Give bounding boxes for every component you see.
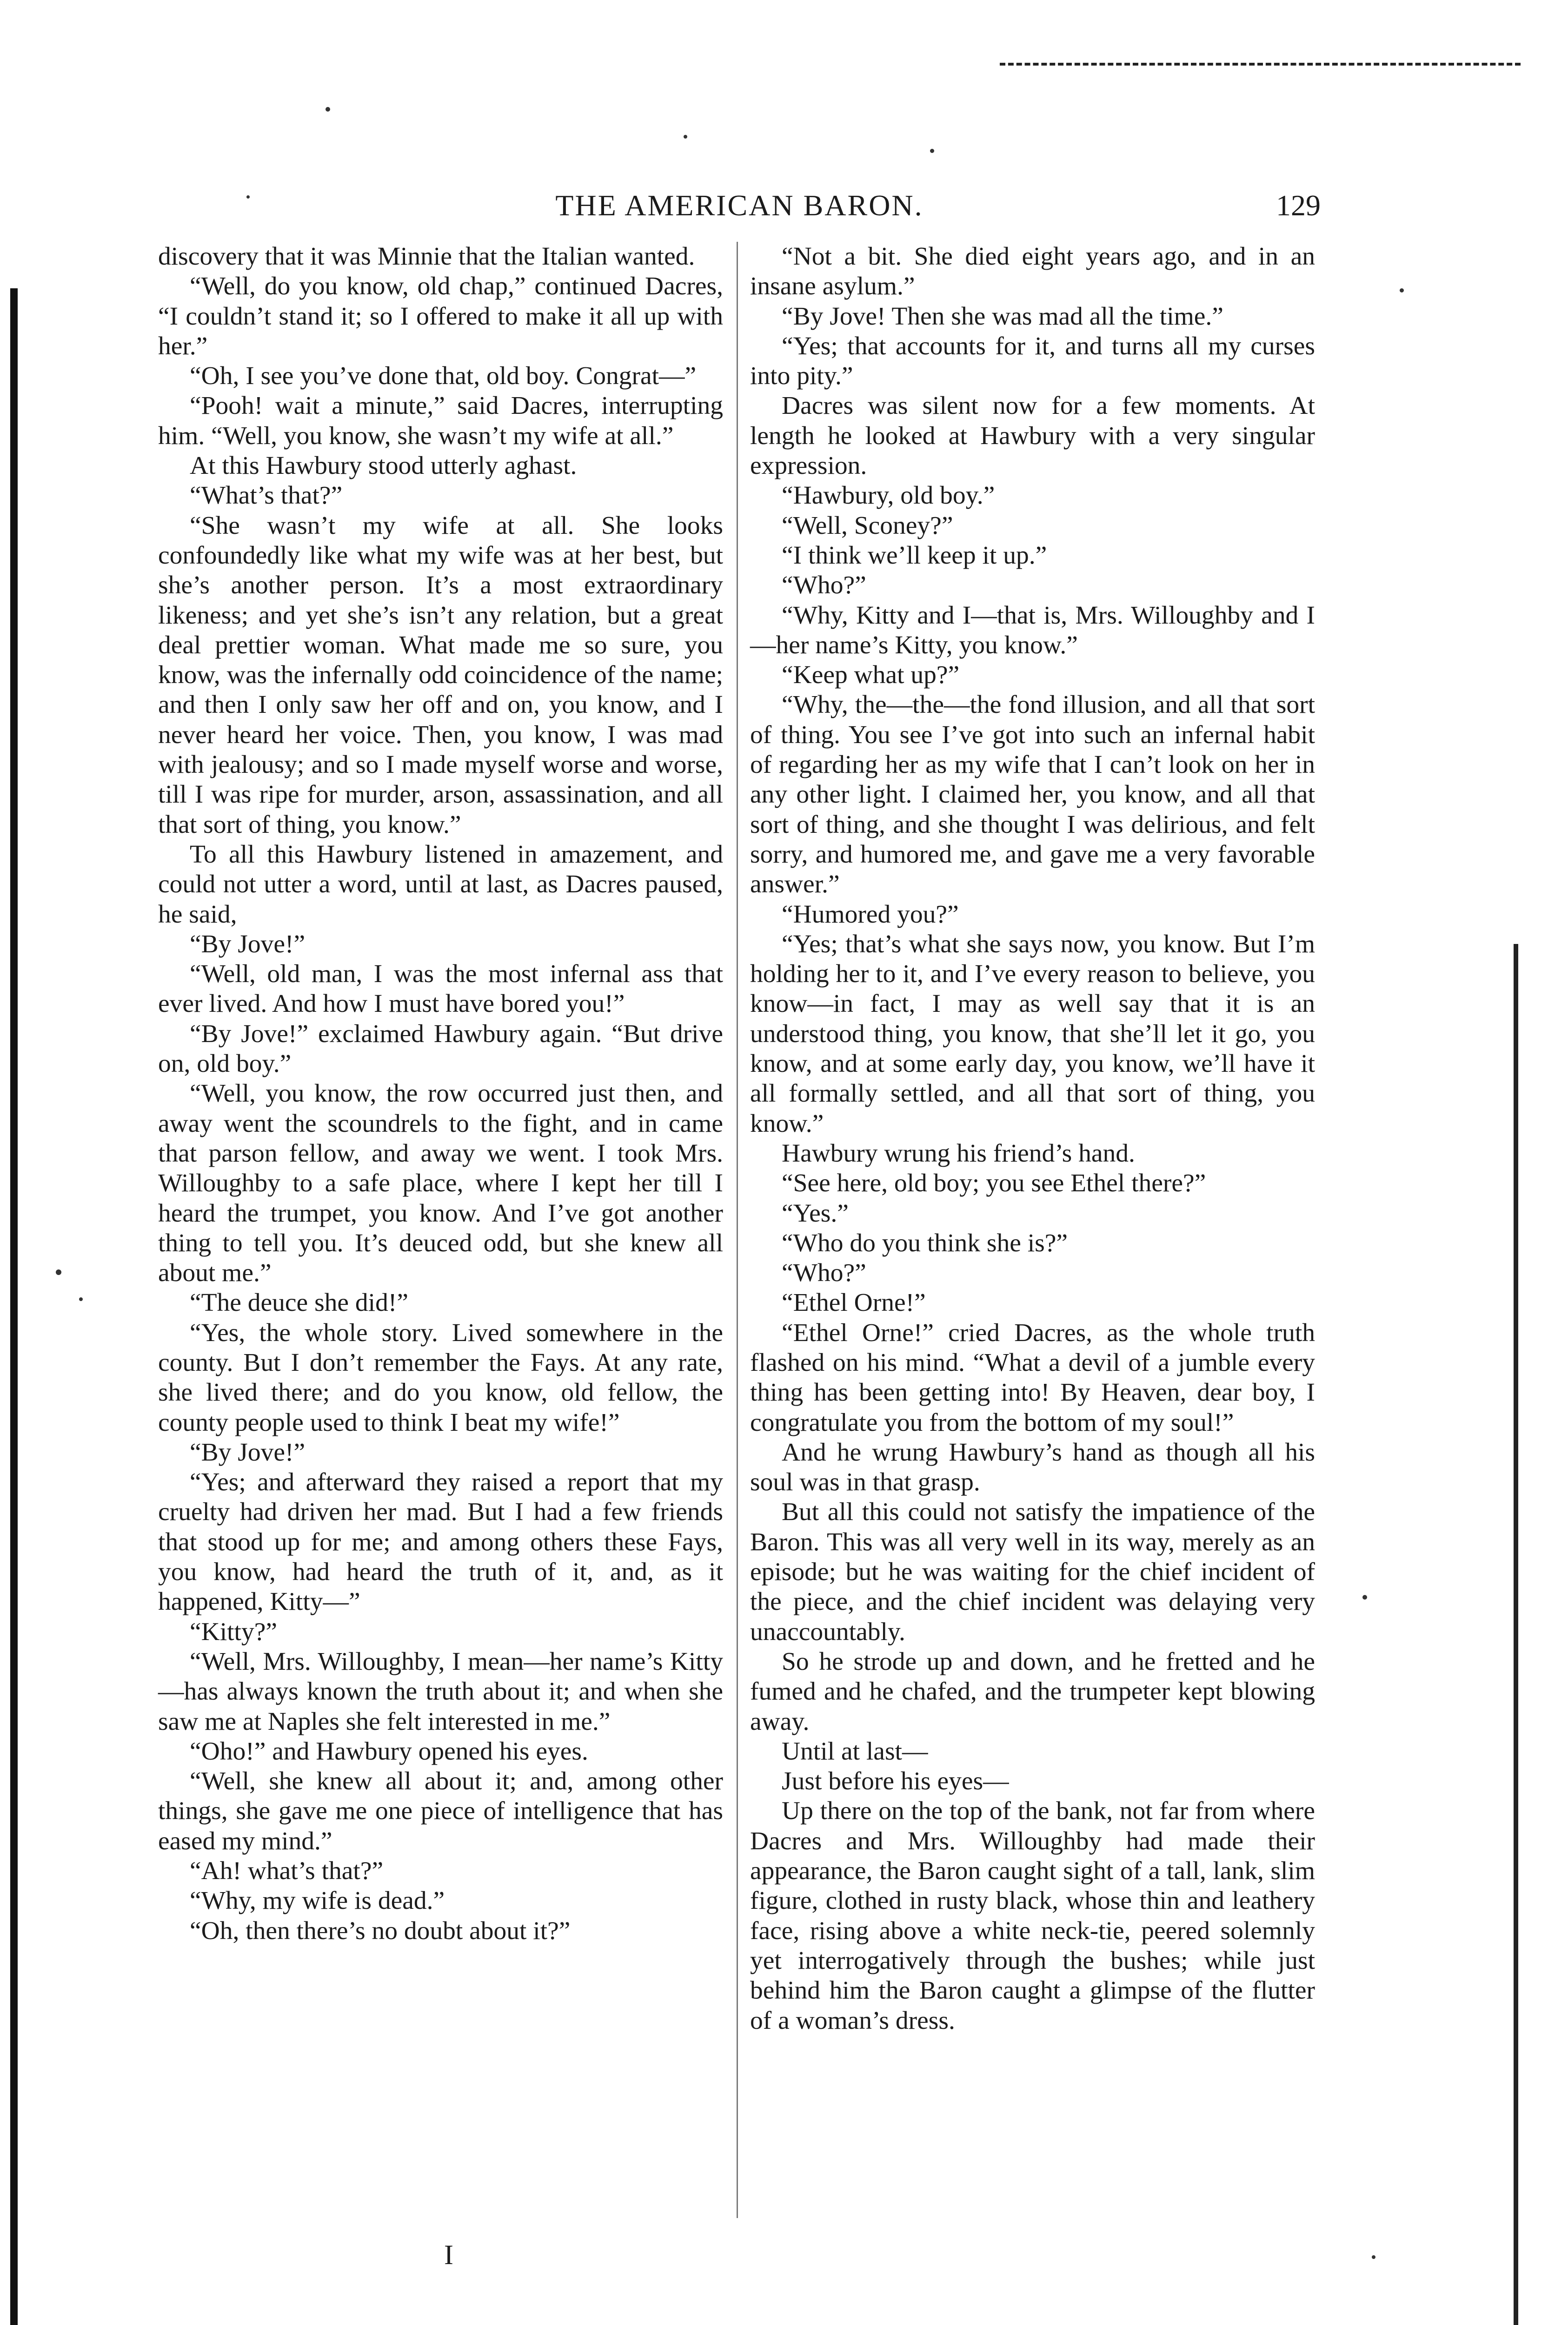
scan-speck [1362,1595,1367,1600]
column-divider [737,242,738,2218]
paragraph: Hawbury wrung his friend’s hand. [782,1139,1135,1168]
paragraph: Until at last— [782,1737,928,1766]
paragraph: “By Jove! Then she was mad all the time.” [782,302,1223,331]
paragraph: “Yes; that’s what she says now, you know. But I’m holding her to it, and I’ve every reason to believe, you know—in fact, I may as well say that it is an understood thing, you know, that she’ll let it go, you know, and at some early day, you know, we’ll have it all formally settled, and all that sort of thing, you know.” [750,930,1315,1138]
page-header [158,188,1321,226]
paragraph: “Oh, I see you’ve done that, old boy. Congrat—” [190,362,697,391]
scan-speck [1400,288,1404,292]
scan-speck [1372,2255,1375,2259]
paragraph: “Well, Sconey?” [782,511,953,540]
signature-mark: I [444,2239,453,2270]
paragraph: “By Jove!” exclaimed Hawbury again. “But drive on, old boy.” [158,1019,723,1078]
paragraph: “Hawbury, old boy.” [782,481,995,510]
paragraph: “Why, my wife is dead.” [190,1887,445,1915]
paragraph: Dacres was silent now for a few moments. At length he looked at Hawbury with a very singular expression. [750,392,1315,480]
binding-shadow [10,288,18,2325]
paragraph: But all this could not satisfy the impatience of the Baron. This was all very well in its way, merely as an episode; but he was waiting for the chief incident of the piece, and the chief incident was delaying very unaccountably. [750,1498,1315,1646]
scan-speck [79,1297,83,1301]
scan-speck [930,149,934,153]
paragraph: “She wasn’t my wife at all. She looks confoundedly like what my wife was at her best, but she’s another person. It’s a most extraordinary likeness; and yet she’s isn’t any relation, but a great deal prettier woman. What made me so sure, you know, was the infernally odd coincidence of the name; and then I only saw her off and on, you know, and I never heard her voice. Then, you know, I was mad with jealousy; and so I made myself worse and worse, till I was ripe for murder, arson, assassination, and all that sort of thing, you know.” [158,511,723,839]
page-edge-shadow [1514,944,1518,2325]
paragraph: “Ethel Orne!” cried Dacres, as the whole truth flashed on his mind. “What a devil of a jumble every thing has been getting into! By Heaven, dear boy, I congratulate you from the bottom of my soul!” [750,1318,1315,1437]
paragraph: “Not a bit. She died eight years ago, and in an insane asylum.” [750,242,1315,301]
paragraph: At this Hawbury stood utterly aghast. [190,452,577,480]
paragraph: “Yes; and afterward they raised a report that my cruelty had driven her mad. But I had a few friends that stood up for me; and among others these Fays, you know, had heard the truth of it, and, as it happened, Kitty—” [158,1468,723,1616]
paragraph: Up there on the top of the bank, not far from where Dacres and Mrs. Willoughby had made their appearance, the Baron caught sight of a tall, lank, slim figure, clothed in rusty black, whose thin and leathery face, rising above a white neck-tie, peered solemnly yet interrogatively through the bushes; while just behind him the Baron caught a glimpse of the flutter of a woman’s dress. [750,1797,1315,2035]
paragraph: “See here, old boy; you see Ethel there?” [782,1169,1206,1198]
paragraph: “Kitty?” [190,1617,277,1646]
paragraph: “Pooh! wait a minute,” said Dacres, interrupting him. “Well, you know, she wasn’t my wife at all.” [158,392,723,450]
paragraph: “Keep what up?” [782,661,960,690]
paragraph: “Well, do you know, old chap,” continued Dacres, “I couldn’t stand it; so I offered to make it all up with her.” [158,272,723,360]
paragraph: “By Jove!” [190,930,306,958]
scan-speck [246,195,250,199]
paragraph: “Well, old man, I was the most infernal ass that ever lived. And how I must have bored you!” [158,960,723,1018]
paragraph: “Who?” [782,1259,866,1288]
scan-artifact-line [1000,63,1521,68]
paragraph: “Ah! what’s that?” [190,1857,384,1886]
paragraph: “Ethel Orne!” [782,1289,926,1317]
paragraph: “Well, Mrs. Willoughby, I mean—her name’s Kitty—has always known the truth about it; and when she saw me at Naples she felt interested in me.” [158,1647,723,1736]
paragraph: “Why, Kitty and I—that is, Mrs. Willoughby and I—her name’s Kitty, you know.” [750,601,1315,659]
paragraph: “Humored you?” [782,900,959,929]
paragraph: “Yes; that accounts for it, and turns all my curses into pity.” [750,332,1315,391]
paragraph: discovery that it was Minnie that the Italian wanted. [158,242,695,271]
paragraph: To all this Hawbury listened in amazement, and could not utter a word, until at last, as Dacres paused, he said, [158,840,723,929]
paragraph: “What’s that?” [190,481,343,510]
paragraph: “Well, you know, the row occurred just then, and away went the scoundrels to the fight, and in came that parson fellow, and away we went. I took Mrs. Willoughby to a safe place, where I kept her till I heard the trumpet, you know. And I’ve got another thing to tell you. It’s deuced odd, but she knew all about me.” [158,1079,723,1288]
paragraph: “Yes.” [782,1199,849,1228]
paragraph: So he strode up and down, and he fretted and he fumed and he chafed, and the trumpeter kept blowing away. [750,1647,1315,1736]
paragraph: “Who do you think she is?” [782,1229,1068,1257]
paragraph: “Who?” [782,571,866,600]
paragraph: “Why, the—the—the fond illusion, and all that sort of thing. You see I’ve got into such an infernal habit of regarding her as my wife that I can’t look on her in any other light. I claimed her, you know, and all that sort of thing, and she thought I was delirious, and felt sorry, and humored me, and gave me a very favorable answer.” [750,691,1315,899]
left-text-column [158,242,723,1946]
paragraph: “I think we’ll keep it up.” [782,541,1047,570]
paragraph: “Yes, the whole story. Lived somewhere in the county. But I don’t remember the Fays. At any rate, she lived there; and do you know, old fellow, the county people used to think I beat my wife!” [158,1318,723,1437]
scan-speck [326,107,330,112]
page-number: 129 [1276,189,1321,222]
right-text-column [750,242,1315,2036]
paragraph: And he wrung Hawbury’s hand as though all his soul was in that grasp. [750,1438,1315,1497]
paragraph: “By Jove!” [190,1438,306,1467]
scan-speck [56,1269,61,1275]
paragraph: “Oho!” and Hawbury opened his eyes. [190,1737,588,1766]
scan-speck [684,135,687,139]
paragraph: “The deuce she did!” [190,1289,408,1317]
paragraph: “Oh, then there’s no doubt about it?” [190,1916,571,1945]
running-title: THE AMERICAN BARON. [555,189,924,222]
paragraph: Just before his eyes— [782,1767,1009,1796]
paragraph: “Well, she knew all about it; and, among other things, she gave me one piece of intelligence that has eased my mind.” [158,1767,723,1855]
